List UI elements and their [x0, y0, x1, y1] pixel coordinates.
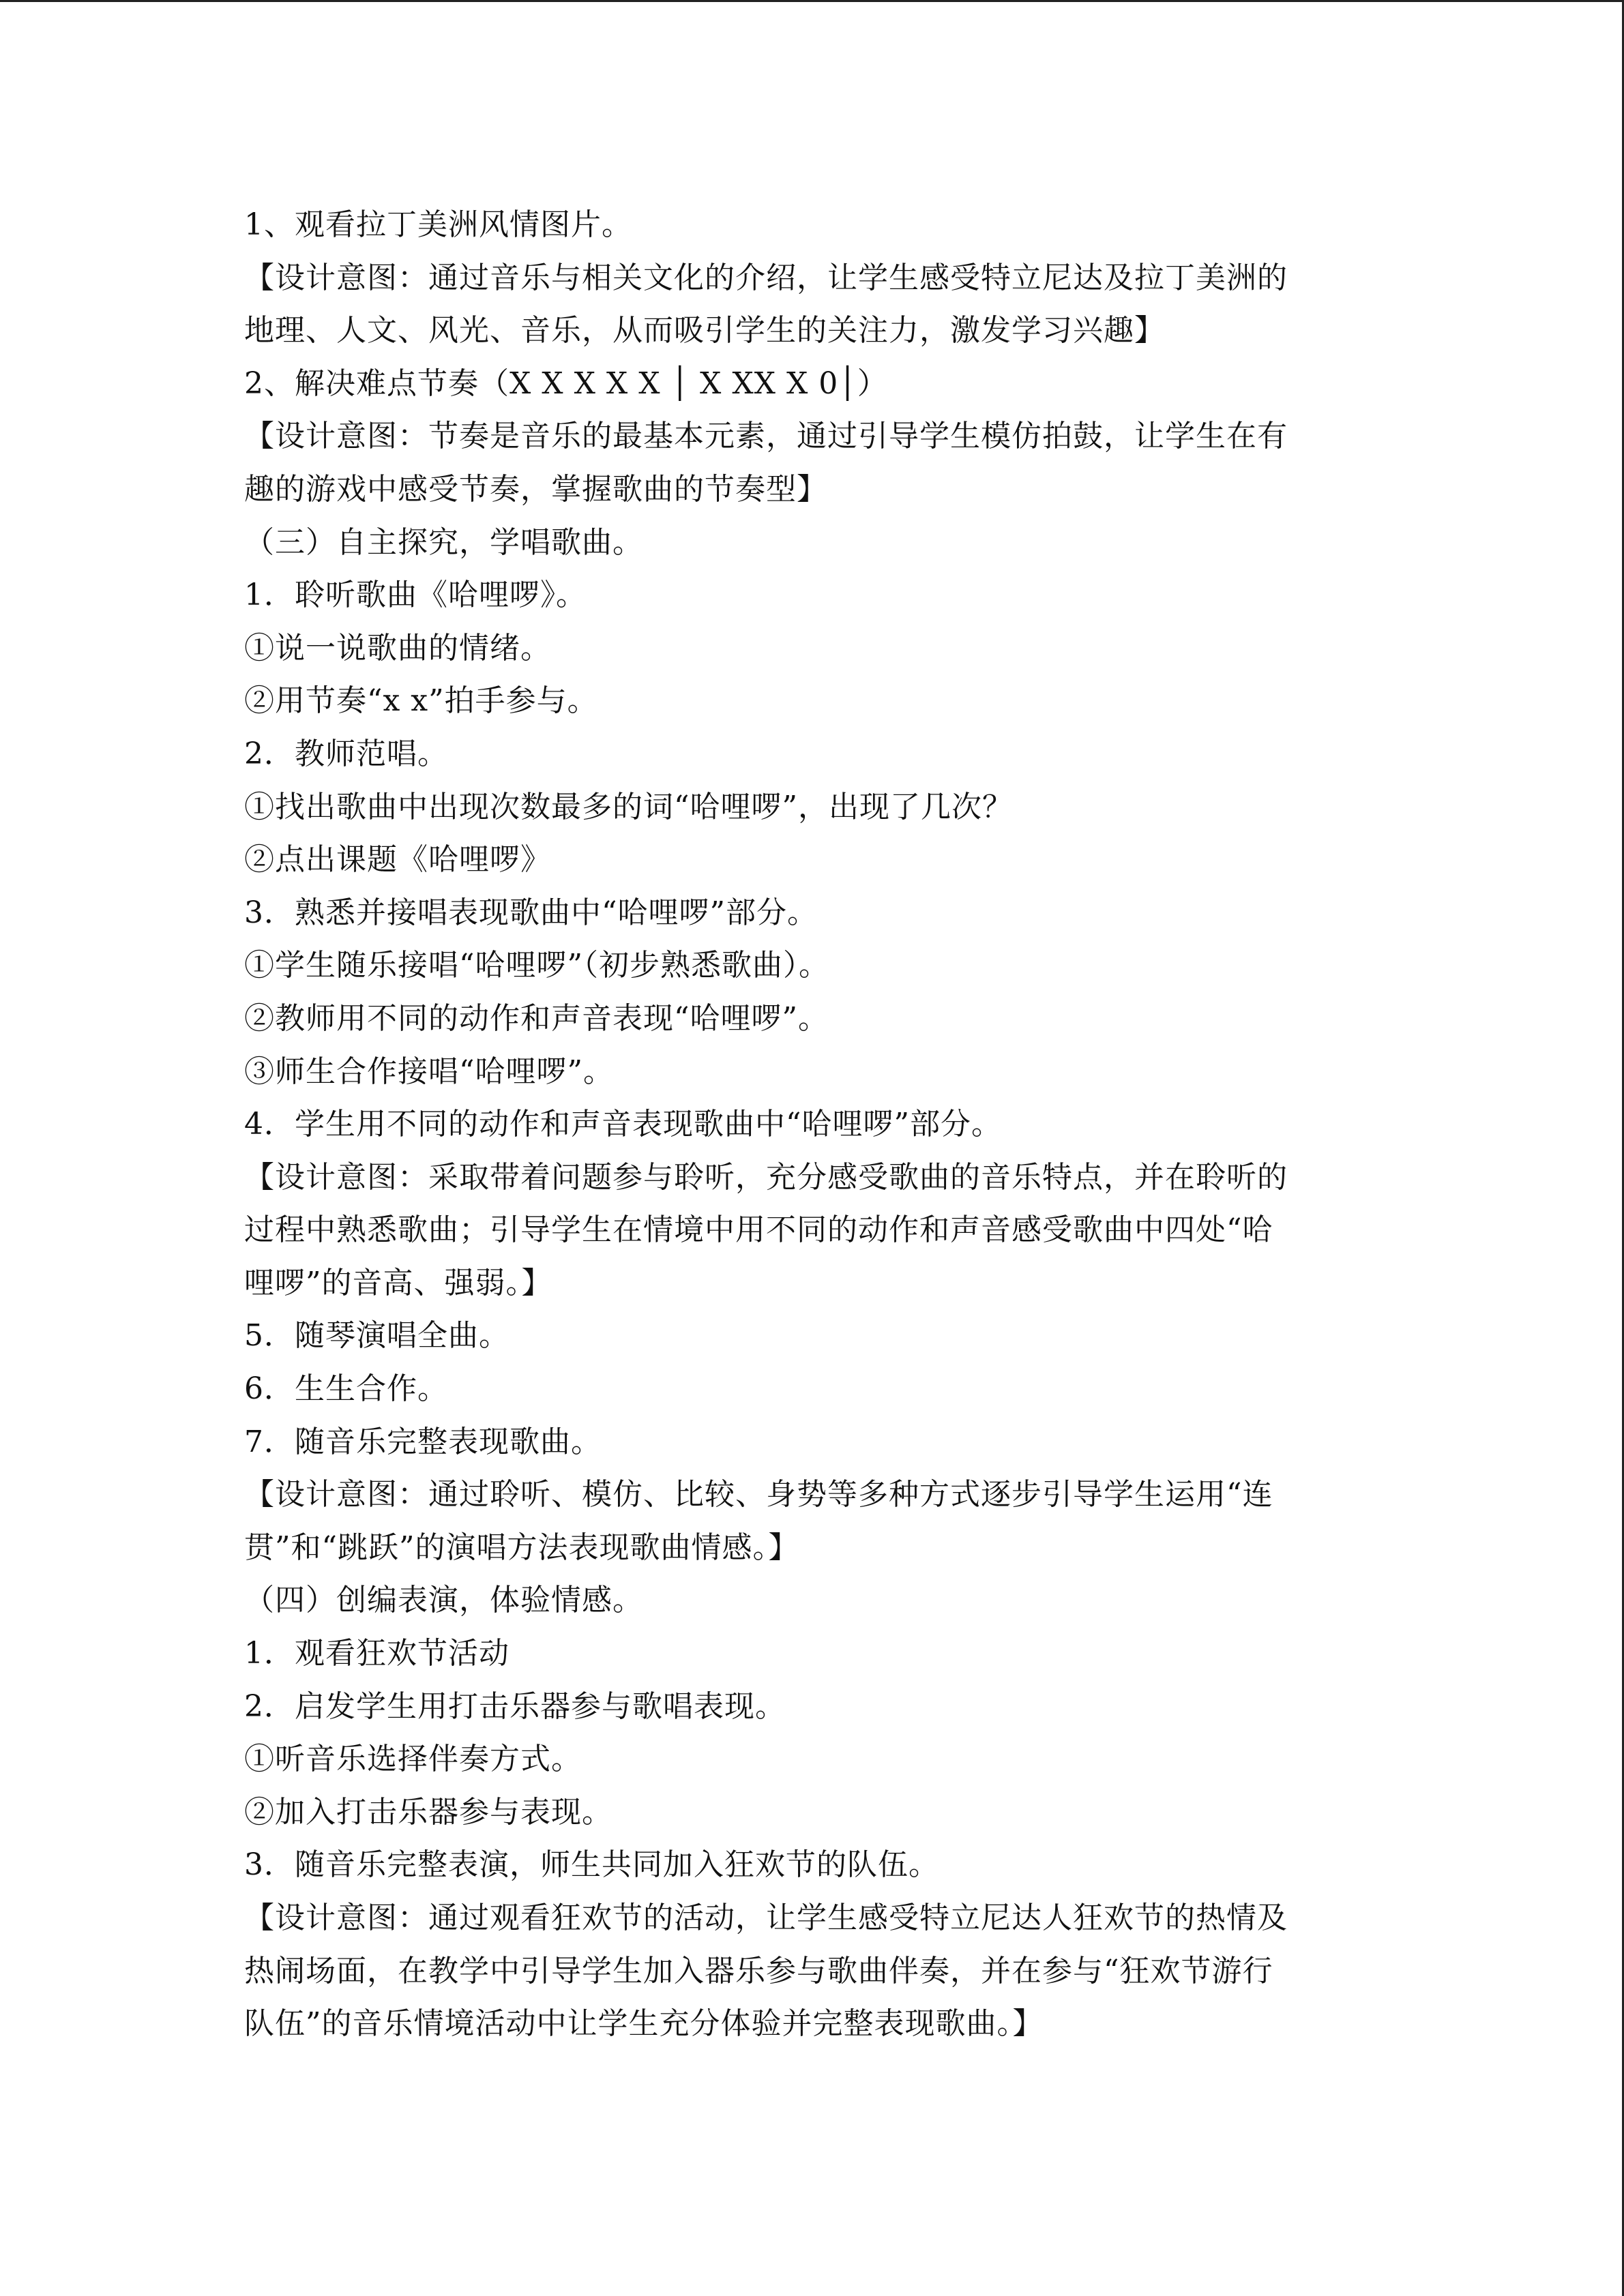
text-line: 3．随音乐完整表演，师生共同加入狂欢节的队伍。 [244, 1847, 939, 1883]
text-line: 【设计意图：通过观看狂欢节的活动，让学生感受特立尼达人狂欢节的热情及 [244, 1900, 1288, 1935]
text-line: ①说一说歌曲的情绪。 [244, 630, 551, 666]
text-line: 2．教师范唱。 [244, 736, 448, 771]
text-line: 地理、人文、风光、音乐，从而吸引学生的关注力，激发学习兴趣】 [244, 313, 1165, 348]
text-line: ①听音乐选择伴奏方式。 [244, 1742, 582, 1777]
text-line: 【设计意图：通过音乐与相关文化的介绍，让学生感受特立尼达及拉丁美洲的 [244, 260, 1288, 295]
text-line: 1、观看拉丁美洲风情图片。 [244, 207, 632, 242]
text-line: 4．学生用不同的动作和声音表现歌曲中“哈哩啰”部分。 [244, 1107, 1002, 1142]
text-line: ②点出课题《哈哩啰》 [244, 842, 551, 878]
text-line: 3．熟悉并接唱表现歌曲中“哈哩啰”部分。 [244, 895, 818, 930]
text-line: 2、解决难点节奏（X X X X X │ X XX X 0│） [244, 366, 888, 401]
text-line: 5．随琴演唱全曲。 [244, 1318, 510, 1354]
section-heading: （四）创编表演，体验情感。 [244, 1583, 643, 1618]
text-line: ①学生随乐接唱“哈哩啰”（初步熟悉歌曲）。 [244, 948, 829, 983]
document-body [244, 198, 1376, 2051]
text-line: ②教师用不同的动作和声音表现“哈哩啰”。 [244, 1000, 829, 1036]
text-line: 7．随音乐完整表现歌曲。 [244, 1424, 602, 1459]
text-line: ①找出歌曲中出现次数最多的词“哈哩啰”，出现了几次？ [244, 789, 1013, 824]
text-line: 【设计意图：通过聆听、模仿、比较、身势等多种方式逐步引导学生运用“连 [244, 1477, 1273, 1512]
text-line: 趣的游戏中感受节奏，掌握歌曲的节奏型】 [244, 471, 827, 507]
text-line: 热闹场面，在教学中引导学生加入器乐参与歌曲伴奏，并在参与“狂欢节游行 [244, 1953, 1273, 1988]
text-line: 2．启发学生用打击乐器参与歌唱表现。 [244, 1688, 786, 1724]
text-line: 队伍”的音乐情境活动中让学生充分体验并完整表现歌曲。】 [244, 2006, 1044, 2042]
text-line: ③师生合作接唱“哈哩啰”。 [244, 1054, 614, 1089]
text-line: 哩啰”的音高、强弱。】 [244, 1265, 552, 1300]
text-line: 6．生生合作。 [244, 1371, 448, 1407]
text-line: 【设计意图：节奏是音乐的最基本元素，通过引导学生模仿拍鼓，让学生在有 [244, 419, 1288, 454]
text-line: 1．观看狂欢节活动 [244, 1636, 510, 1671]
text-line: ②加入打击乐器参与表现。 [244, 1794, 612, 1830]
section-heading: （三）自主探究，学唱歌曲。 [244, 524, 643, 560]
text-line: 过程中熟悉歌曲；引导学生在情境中用不同的动作和声音感受歌曲中四处“哈 [244, 1212, 1273, 1248]
text-line: 【设计意图：采取带着问题参与聆听，充分感受歌曲的音乐特点，并在聆听的 [244, 1159, 1288, 1195]
text-line: ②用节奏“x x”拍手参与。 [244, 683, 598, 719]
page-border-top [0, 0, 1624, 2]
text-line: 贯”和“跳跃”的演唱方法表现歌曲情感。】 [244, 1530, 799, 1565]
text-line: 1．聆听歌曲《哈哩啰》。 [244, 578, 587, 613]
